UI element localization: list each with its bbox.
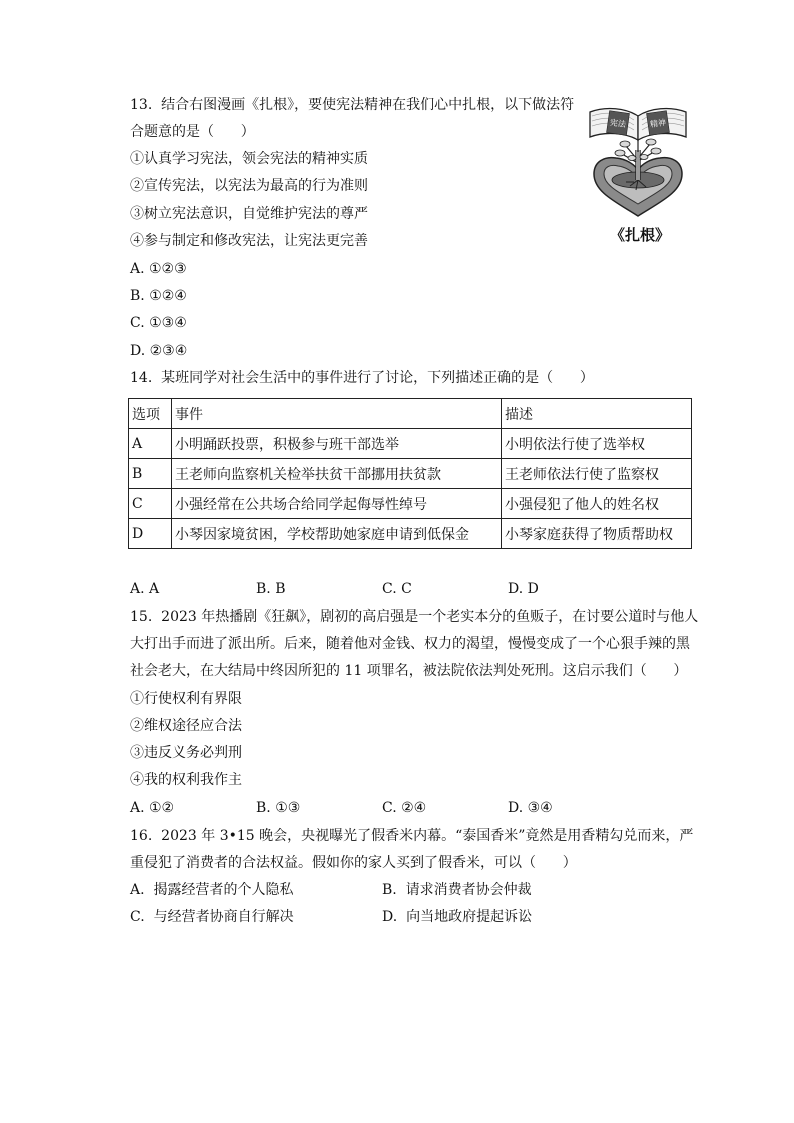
q15-stem-line1: 15. 2023 年热播剧《狂飙》，剧初的高启强是一个老实本分的鱼贩子，在讨要公道时与他人 <box>130 609 699 625</box>
q14-table <box>128 398 692 549</box>
q13-stem-line1: 13. 结合右图漫画《扎根》，要使宪法精神在我们心中扎根，以下做法符 <box>130 97 575 113</box>
q16-option-a[interactable]: A. 揭露经营者的个人隐私 <box>130 882 294 898</box>
q16-option-d[interactable]: D. 向当地政府提起诉讼 <box>382 909 533 925</box>
header-event: 事件 <box>172 399 502 429</box>
cartoon-caption: 《扎根》 <box>610 226 671 244</box>
q13-statement-2: ②宣传宪法，以宪法为最高的行为准则 <box>130 178 368 194</box>
q14-option-a[interactable]: A. A <box>130 581 160 597</box>
q16-option-c[interactable]: C. 与经营者协商自行解决 <box>130 909 294 925</box>
q15-option-a[interactable]: A. ①② <box>130 800 175 816</box>
row-description: 小强侵犯了他人的姓名权 <box>502 489 692 519</box>
q16-stem-line2: 重侵犯了消费者的合法权益。假如你的家人买到了假香米，可以（ ） <box>130 855 577 871</box>
q13-statement-3: ③树立宪法意识，自觉维护宪法的尊严 <box>130 206 368 222</box>
row-event: 小强经常在公共场合给同学起侮辱性绰号 <box>172 489 502 519</box>
q14-option-b[interactable]: B. B <box>256 581 286 597</box>
q16-stem-line1: 16. 2023 年 3•15 晚会，央视曝光了假香米内幕。“泰国香米”竟然是用香精勾兑而来，严 <box>130 828 694 844</box>
book-right-text: 精神 <box>649 117 667 130</box>
q15-stem-line2: 大打出手而进了派出所。后来，随着他对金钱、权力的渴望，慢慢变成了一个心狠手辣的黑 <box>130 636 690 652</box>
row-option: A <box>129 429 172 459</box>
q14-option-d[interactable]: D. D <box>508 581 539 597</box>
row-event: 小明踊跃投票，积极参与班干部选举 <box>172 429 502 459</box>
row-option: D <box>129 519 172 549</box>
q15-statement-1: ①行使权利有界限 <box>130 691 242 707</box>
q13-option-a[interactable]: A. ①②③ <box>130 261 187 277</box>
q13-stem-line2: 合题意的是（ ） <box>130 124 255 140</box>
q13-option-c[interactable]: C. ①③④ <box>130 315 187 331</box>
q15-statement-2: ②维权途径应合法 <box>130 718 242 734</box>
row-event: 小琴因家境贫困，学校帮助她家庭申请到低保金 <box>172 519 502 549</box>
q15-option-d[interactable]: D. ③④ <box>508 800 553 816</box>
q13-statement-1: ①认真学习宪法，领会宪法的精神实质 <box>130 151 368 167</box>
header-option: 选项 <box>129 399 172 429</box>
q13-statement-4: ④参与制定和修改宪法，让宪法更完善 <box>130 233 368 249</box>
q15-statement-3: ③违反义务必判刑 <box>130 745 242 761</box>
zhagen-cartoon-image <box>586 100 690 218</box>
row-option: C <box>129 489 172 519</box>
q13-option-d[interactable]: D. ②③④ <box>130 343 188 359</box>
q15-statement-4: ④我的权利我作主 <box>130 772 242 788</box>
q15-stem-line3: 社会老大，在大结局中终因所犯的 11 项罪名，被法院依法判处死刑。这启示我们（ ） <box>130 663 688 679</box>
q14-stem: 14. 某班同学对社会生活中的事件进行了讨论，下列描述正确的是（ ） <box>130 370 594 386</box>
table-row <box>129 429 692 459</box>
q15-option-c[interactable]: C. ②④ <box>382 800 427 816</box>
book-left-text: 宪法 <box>609 117 627 130</box>
row-option: B <box>129 459 172 489</box>
q14-option-c[interactable]: C. C <box>382 581 412 597</box>
table-row <box>129 489 692 519</box>
header-description: 描述 <box>502 399 692 429</box>
row-event: 王老师向监察机关检举扶贫干部挪用扶贫款 <box>172 459 502 489</box>
table-header-row <box>129 399 692 429</box>
q16-option-b[interactable]: B. 请求消费者协会仲裁 <box>382 882 532 898</box>
q13-option-b[interactable]: B. ①②④ <box>130 288 187 304</box>
row-description: 小明依法行使了选举权 <box>502 429 692 459</box>
row-description: 王老师依法行使了监察权 <box>502 459 692 489</box>
q15-option-b[interactable]: B. ①③ <box>256 800 301 816</box>
table-row <box>129 519 692 549</box>
row-description: 小琴家庭获得了物质帮助权 <box>502 519 692 549</box>
table-row <box>129 459 692 489</box>
